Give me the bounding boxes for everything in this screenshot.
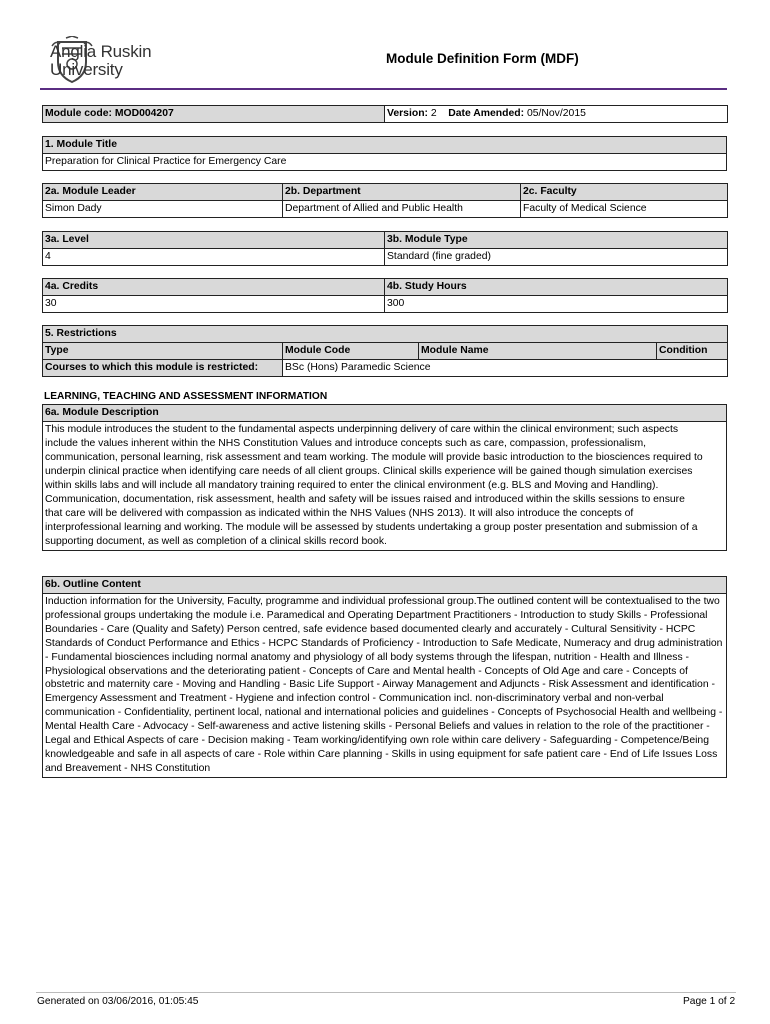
footer-divider [36,992,736,993]
module-code-table [42,105,728,123]
module-type-label: 3b. Module Type [385,232,728,249]
outline-content-text: Induction information for the University, Faculty, programme and individual professional group.The outlined content will be contextualised to the two professional groups undertaking the module i.e. Paramedical and Operating Department Practitioners - Introduction to study Skills - Professional Boundaries - Care (Quality and Safety) Person centred, safe evidence based documented clearly and accurately - Cultural Sensitivity - HCPC Standards of Conduct Performance and Ethics - HCPC Standards of Proficiency - Introduction to Safe Medicate, Numeracy and drug administration - Fundamental biosciences including normal anatomy and physiology of all body systems through the lifespan, nutrition - Health and Illness - Physiological observations and the deteriorating patient - Concepts of Care and Mental health - Concepts of Old Age and care - Concepts of obstetric and maternity care - Moving and Handling - Basic Life Support - Airway Management and Adjuncts - Risk Assessment and identification - Emergency Assessment and Treatment - Hygiene and infection control - Communication incl. non-discriminatory verbal and non-verbal communication - Confidentiality, pertinent local, national and international policies and guidelines - Concepts of Psychosocial Health and wellbeing - Mental Health Care - Advocacy - Self-awareness and active listening skills - Personal Beliefs and values in relation to the role of the practitioner - Legal and Ethical Aspects of care - Decision making - Team working/identifying own role within care delivery - Safeguarding - Competence/Being knowledgeable and safe in all aspects of care - Role within Care planning - Skills in using equipment for safe patient care - End of Life Issues Loss and Breavement - NHS Constitution [43,594,727,778]
credits-value: 30 [43,296,385,313]
outline-table [42,576,727,778]
date-amended-value: 05/Nov/2015 [526,108,586,119]
module-title-label: 1. Module Title [43,137,727,154]
version-value: 2 [430,108,437,119]
study-hours-value: 300 [385,296,728,313]
ltai-heading: LEARNING, TEACHING AND ASSESSMENT INFORMATION [44,391,328,402]
module-leader-value: Simon Dady [43,201,283,218]
description-table [42,404,727,551]
university-name-line1: Anglia Ruskin [50,42,152,61]
restrictions-row-type: Courses to which this module is restricted: [43,360,283,377]
module-description-label: 6a. Module Description [43,405,727,422]
leader-table [42,183,728,218]
module-title-table [42,136,727,171]
restrictions-col-condition: Condition [657,343,728,360]
level-value: 4 [43,249,385,266]
module-description-text: This module introduces the student to the fundamental aspects underpinning delivery of care within the clinical environment; such aspects include the values inherent within the NHS Constitution Values and introduce concepts such as care, compassion, professionalism, communication, personal learning, risk assessment and team working. The module will provide basic introduction to the biosciences required to underpin clinical practice when identifying care needs of all client groups. Clinical skills experience will be gained though simulation exercises within skills labs and will include all mandatory training required to enter the clinical environment (e.g. BLS and Moving and Handling). Communication, documentation, risk assessment, health and safety will be issues raised and introduced within the skills sessions to ensure that care will be delivered with compassion as indicated within the NHS Values (NHS 2013). It will also introduce the concepts of interprofessional learning and working. The module will be assessed by students undertaking a group poster presentation and submission of a supporting document, as well as completion of a clinical skills record book. [43,422,727,551]
level-table [42,231,728,266]
level-label: 3a. Level [43,232,385,249]
date-amended-label: Date Amended: [448,108,525,119]
form-title: Module Definition Form (MDF) [386,51,579,66]
page-number: Page 1 of 2 [683,996,736,1007]
restrictions-col-type: Type [43,343,283,360]
restrictions-table [42,325,728,377]
credits-table [42,278,728,313]
restrictions-col-code: Module Code [283,343,419,360]
restrictions-label: 5. Restrictions [43,326,728,343]
outline-content-label: 6b. Outline Content [43,577,727,594]
module-code-label: Module code: MOD004207 [43,106,385,123]
university-name-line2: University [50,60,123,79]
header-divider [40,88,727,90]
restrictions-row-code: BSc (Hons) Paramedic Science [283,360,728,377]
credits-label: 4a. Credits [43,279,385,296]
version-label: Version: [387,108,428,119]
department-value: Department of Allied and Public Health [283,201,521,218]
version-date-cell [385,106,728,123]
module-leader-label: 2a. Module Leader [43,184,283,201]
faculty-label: 2c. Faculty [521,184,728,201]
generated-timestamp: Generated on 03/06/2016, 01:05:45 [37,996,199,1007]
restrictions-col-name: Module Name [419,343,657,360]
faculty-value: Faculty of Medical Science [521,201,728,218]
module-type-value: Standard (fine graded) [385,249,728,266]
department-label: 2b. Department [283,184,521,201]
module-title-value: Preparation for Clinical Practice for Emergency Care [43,154,727,171]
study-hours-label: 4b. Study Hours [385,279,728,296]
